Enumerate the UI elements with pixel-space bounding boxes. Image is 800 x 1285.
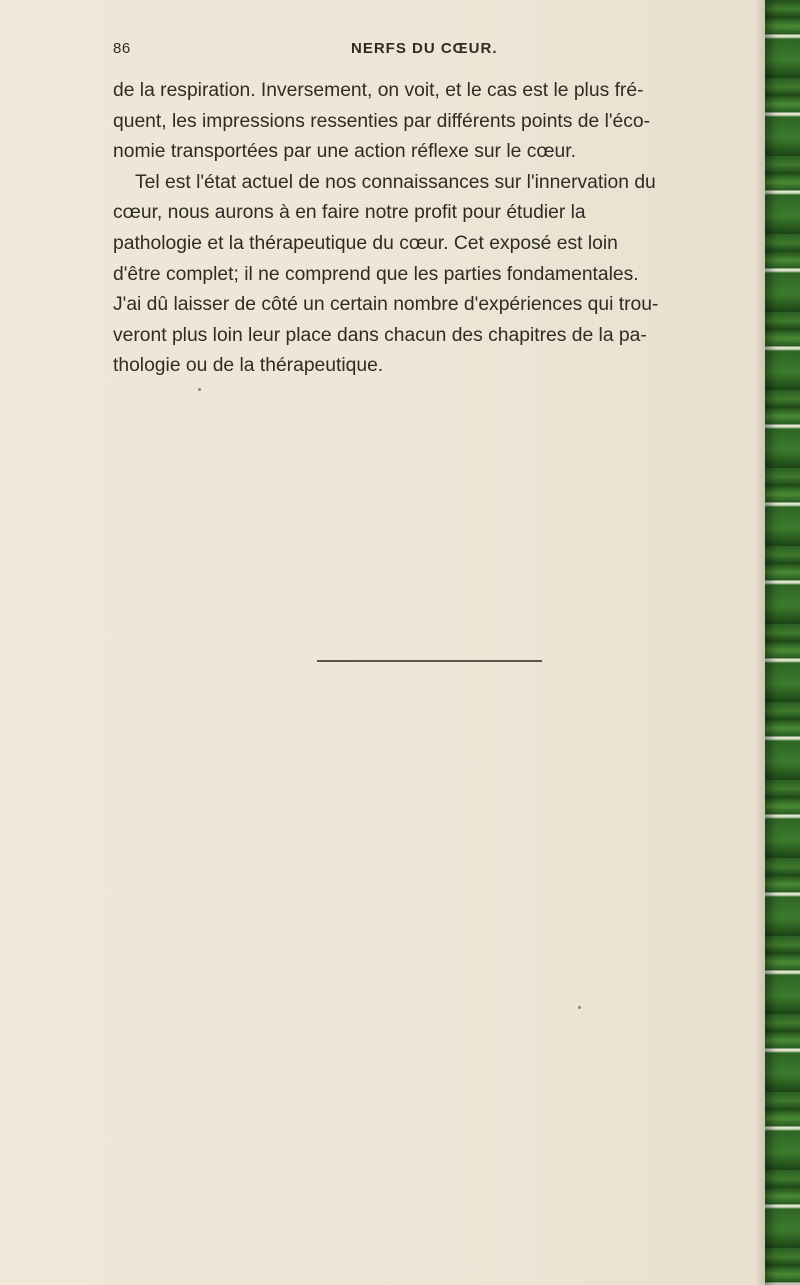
text-line: de la respiration. Inversement, on voit, et le cas est le plus fré-	[113, 80, 644, 101]
paper-speck	[198, 388, 201, 391]
text-line: thologie ou de la thérapeutique.	[113, 355, 384, 377]
page-header	[113, 36, 743, 64]
running-title: NERFS DU CŒUR.	[351, 40, 498, 57]
text-line: pathologie et la thérapeutique du cœur. Cet exposé est loin	[113, 232, 618, 254]
section-rule	[317, 660, 542, 662]
text-line: nomie transportées par une action réflexe sur le cœur.	[113, 141, 576, 163]
page-number: 86	[113, 40, 131, 57]
text-line: veront plus loin leur place dans chacun des chapitres de la pa-	[113, 324, 647, 346]
text-line: quent, les impressions ressenties par différents points de l'éco-	[113, 110, 651, 132]
page-shadow	[755, 0, 765, 1285]
text-line: cœur, nous aurons à en faire notre profit pour étudier la	[113, 202, 586, 224]
body-paragraphs	[113, 76, 753, 382]
text-line: d'être complet; il ne comprend que les parties fondamentales.	[113, 263, 639, 285]
text-line: Tel est l'état actuel de nos connaissances sur l'innervation du	[135, 171, 656, 193]
text-line: J'ai dû laisser de côté un certain nombre d'expériences qui trou-	[113, 294, 659, 316]
adjacent-page-edge	[765, 0, 800, 1285]
paper-speck	[578, 1006, 581, 1009]
